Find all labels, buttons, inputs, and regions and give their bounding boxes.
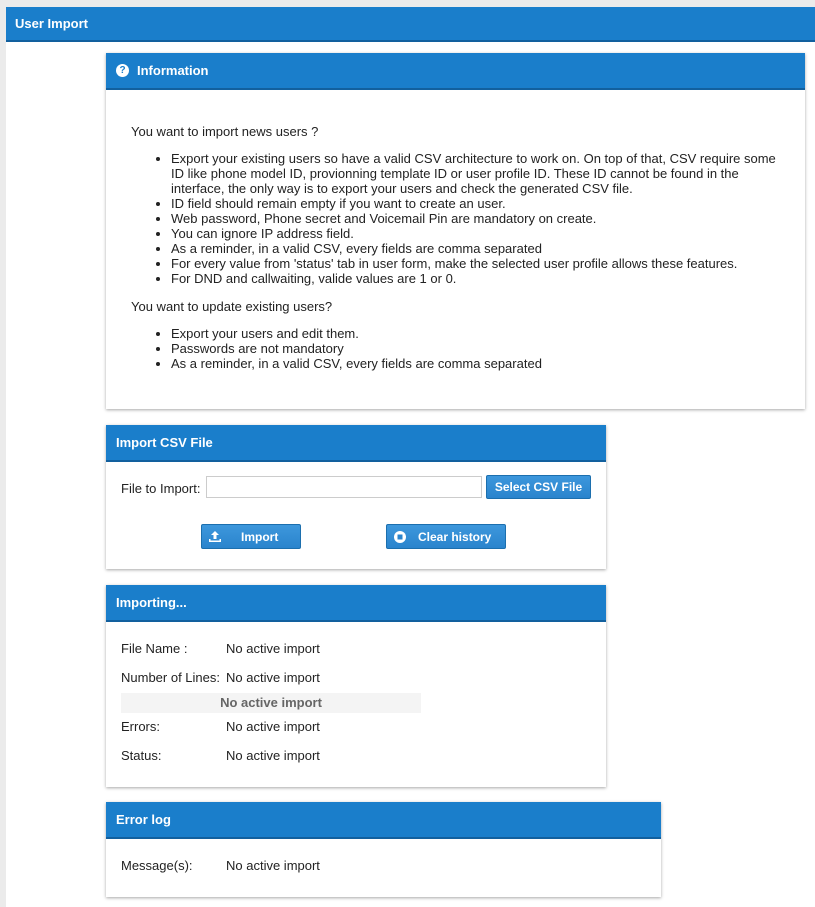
messages-value: No active import — [226, 858, 320, 873]
list-item: • Export your existing users so have a valid CSV architecture to work on. On top of that, CSV require some ID like phone model ID, provionning template ID or user profile ID. These ID cannot be found in the interface, the only way is to export your users and check the generated CSV file. — [171, 151, 780, 196]
messages-label: Message(s): — [121, 858, 193, 873]
import-heading: You want to import news users ? — [131, 124, 319, 139]
number-of-lines-value: No active import — [226, 670, 320, 685]
import-csv-panel — [106, 425, 606, 569]
information-title: Information — [137, 63, 209, 78]
select-csv-file-label: Select CSV File — [494, 480, 583, 494]
error-log-panel — [106, 802, 661, 897]
import-button[interactable] — [201, 524, 301, 549]
information-panel — [106, 53, 805, 409]
import-progress-bar: No active import — [121, 693, 421, 713]
information-panel-header — [106, 53, 805, 90]
list-item: • As a reminder, in a valid CSV, every fields are comma separated — [171, 356, 780, 371]
importing-panel-header — [106, 585, 606, 622]
import-button-label: Import — [241, 529, 279, 544]
status-label: Status: — [121, 748, 162, 763]
list-item: • For DND and callwaiting, valide values are 1 or 0. — [171, 271, 780, 286]
importing-panel — [106, 585, 606, 787]
clear-history-label: Clear history — [418, 529, 492, 544]
list-item: • Web password, Phone secret and Voicemail Pin are mandatory on create. — [171, 211, 780, 226]
import-csv-title: Import CSV File — [116, 435, 213, 450]
stop-circle-icon — [393, 530, 407, 544]
errors-value: No active import — [226, 719, 320, 734]
importing-title: Importing... — [116, 595, 187, 610]
clear-history-button[interactable] — [386, 524, 506, 549]
file-to-import-label: File to Import: — [121, 481, 201, 496]
list-item: • For every value from 'status' tab in user form, make the selected user profile allows these features. — [171, 256, 780, 271]
page-header: User Import — [6, 7, 815, 42]
page — [6, 7, 815, 907]
errors-label: Errors: — [121, 719, 160, 734]
list-item: • Export your users and edit them. — [171, 326, 780, 341]
file-name-label: File Name : — [121, 641, 188, 656]
update-instructions-list — [131, 326, 780, 371]
list-item: • ID field should remain empty if you want to create an user. — [171, 196, 780, 211]
select-csv-file-button[interactable] — [486, 475, 591, 499]
file-name-value: No active import — [226, 641, 320, 656]
import-csv-panel-header — [106, 425, 606, 462]
list-item: • As a reminder, in a valid CSV, every fields are comma separated — [171, 241, 780, 256]
list-item: • You can ignore IP address field. — [171, 226, 780, 241]
upload-icon — [208, 530, 222, 544]
question-circle-icon: ? — [116, 64, 129, 77]
update-heading: You want to update existing users? — [131, 299, 333, 314]
number-of-lines-label: Number of Lines: — [121, 670, 220, 685]
information-body — [106, 90, 805, 371]
file-to-import-input[interactable] — [206, 476, 482, 498]
status-value: No active import — [226, 748, 320, 763]
list-item: • Passwords are not mandatory — [171, 341, 780, 356]
error-log-panel-header — [106, 802, 661, 839]
error-log-title: Error log — [116, 812, 171, 827]
import-instructions-list — [131, 151, 780, 286]
